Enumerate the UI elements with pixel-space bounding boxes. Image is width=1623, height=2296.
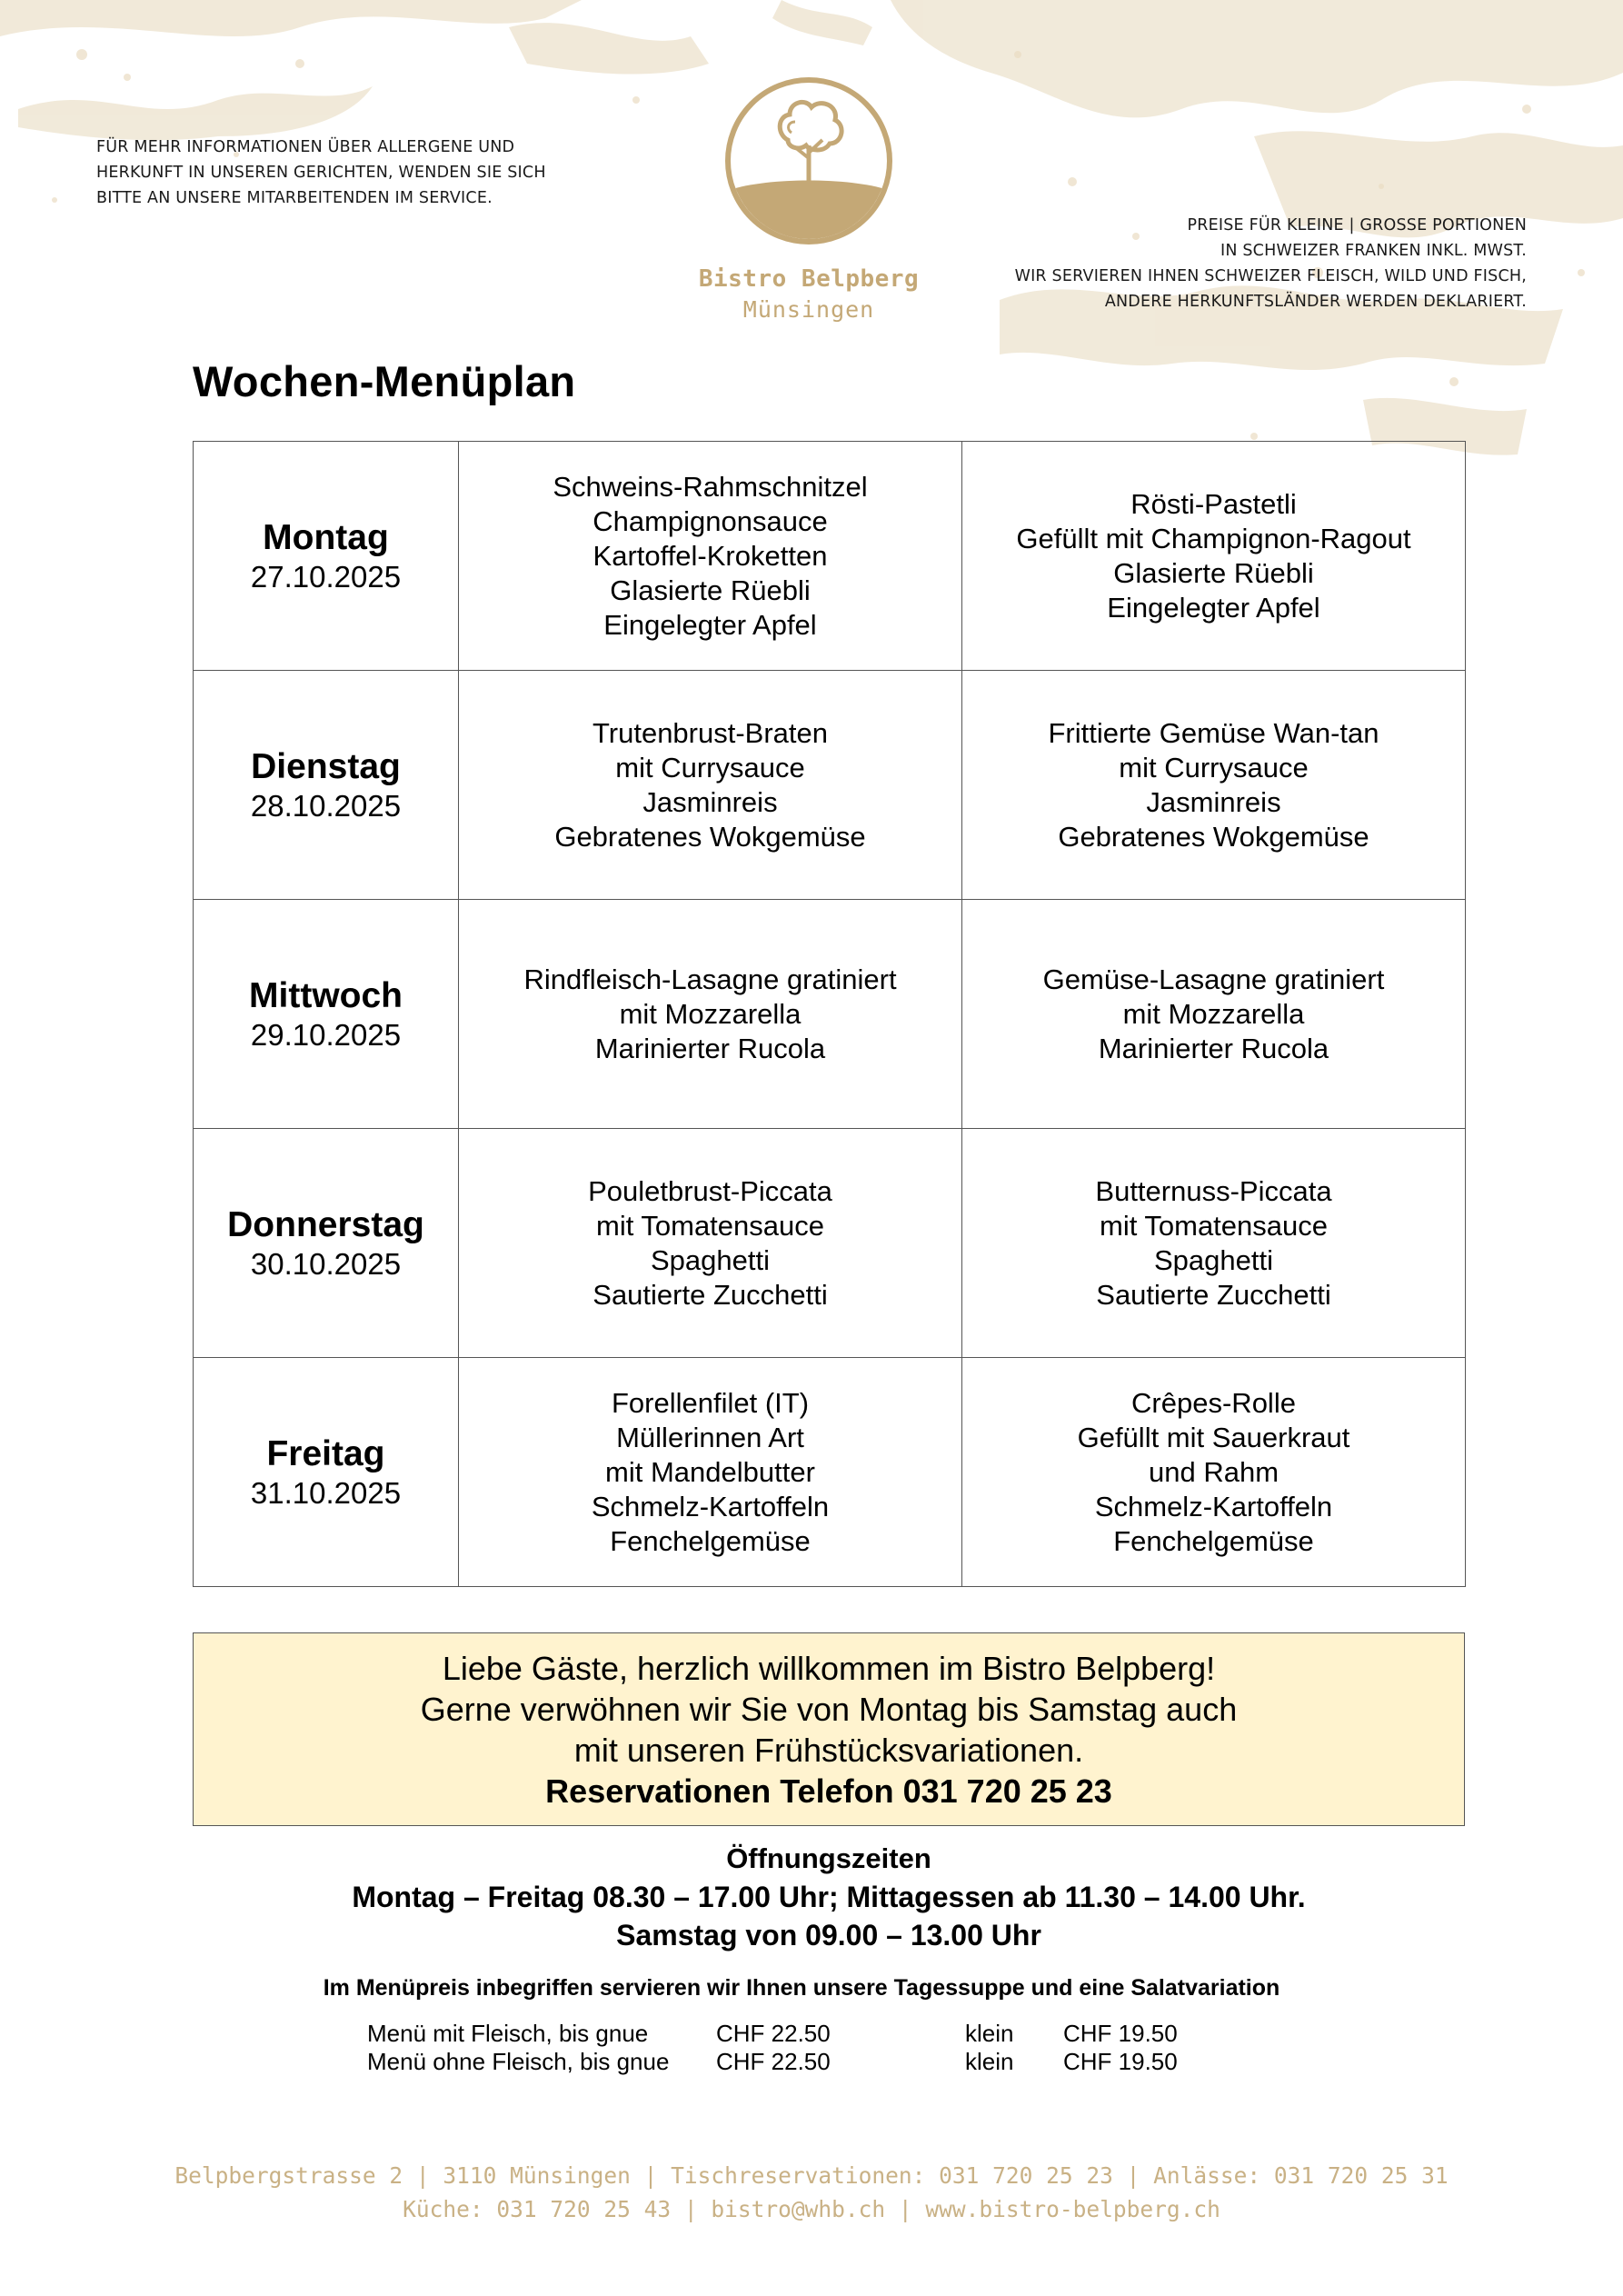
- opening-hours: [193, 1840, 1465, 1954]
- day-cell: [194, 1129, 459, 1358]
- dish-line: Pouletbrust-Piccata: [588, 1174, 832, 1207]
- dish-line: Glasierte Rüebli: [610, 574, 811, 606]
- dish-line: Marinierter Rucola: [594, 1032, 826, 1064]
- dish-line: Schweins-Rahmschnitzel: [553, 470, 868, 503]
- price-row: [367, 2020, 1276, 2048]
- day-cell: [194, 1358, 459, 1587]
- meat-menu-cell: [459, 1129, 962, 1358]
- vegetarian-menu-cell: [962, 1358, 1466, 1587]
- meat-menu-cell: [459, 1358, 962, 1587]
- included-note: Im Menüpreis inbegriffen servieren wir Ihnen unsere Tagessuppe und eine Salatvariation: [323, 1975, 1280, 2001]
- price-list: [367, 2020, 1276, 2076]
- day-date: 27.10.2025: [250, 559, 402, 594]
- menu-row: [194, 442, 1466, 671]
- dish-line: Schmelz-Kartoffeln: [591, 1490, 830, 1522]
- day-cell: [194, 900, 459, 1129]
- day-name: Donnerstag: [227, 1204, 424, 1244]
- dish-line: und Rahm: [1148, 1455, 1279, 1488]
- dish-line: Jasminreis: [642, 785, 778, 818]
- small-portion-price: CHF 19.50: [1063, 2020, 1178, 2047]
- day-name: Montag: [263, 517, 389, 557]
- meat-menu-cell: [459, 442, 962, 671]
- dish-line: Gemüse-Lasagne gratiniert: [1042, 963, 1385, 995]
- dish-line: Schmelz-Kartoffeln: [1094, 1490, 1333, 1522]
- dish-line: Gefüllt mit Sauerkraut: [1077, 1421, 1350, 1453]
- opening-hours-saturday: Samstag von 09.00 – 13.00 Uhr: [616, 1919, 1041, 1952]
- price-label: Menü mit Fleisch, bis gnue: [367, 2020, 649, 2047]
- dish-line: Eingelegter Apfel: [1107, 591, 1320, 624]
- price-note-line: IN SCHWEIZER FRANKEN INKL. MWST.: [1220, 242, 1527, 260]
- page-title: Wochen-Menüplan: [193, 357, 576, 405]
- reservation-phone: Reservationen Telefon 031 720 25 23: [545, 1772, 1112, 1810]
- tree-on-hill-logo: [722, 75, 895, 247]
- dish-line: mit Currysauce: [615, 751, 805, 784]
- dish-line: Eingelegter Apfel: [603, 608, 817, 641]
- weekly-menu-table: [193, 441, 1466, 1587]
- dish-line: Marinierter Rucola: [1098, 1032, 1329, 1064]
- dish-line: mit Mozzarella: [619, 997, 802, 1030]
- dish-line: Glasierte Rüebli: [1113, 556, 1314, 589]
- dish-line: Sautierte Zucchetti: [592, 1278, 828, 1311]
- day-cell: [194, 442, 459, 671]
- price-row: [367, 2048, 1276, 2076]
- vegetarian-menu-cell: [962, 671, 1466, 900]
- dish-line: mit Tomatensauce: [1100, 1209, 1328, 1242]
- dish-line: Sautierte Zucchetti: [1096, 1278, 1331, 1311]
- dish-line: Frittierte Gemüse Wan-tan: [1048, 716, 1379, 749]
- meat-menu-cell: [459, 671, 962, 900]
- day-date: 28.10.2025: [250, 788, 402, 823]
- allergen-note-line: HERKUNFT IN UNSEREN GERICHTEN, WENDEN SIE SICH: [96, 164, 546, 182]
- welcome-box: [193, 1632, 1465, 1826]
- dish-line: Müllerinnen Art: [616, 1421, 804, 1453]
- welcome-line: Gerne verwöhnen wir Sie von Montag bis Samstag auch: [420, 1691, 1238, 1728]
- small-portion-label: klein: [965, 2048, 1014, 2075]
- opening-hours-title: Öffnungszeiten: [726, 1842, 931, 1874]
- dish-line: Fenchelgemüse: [610, 1524, 811, 1557]
- dish-line: Forellenfilet (IT): [611, 1386, 810, 1419]
- menu-row: [194, 900, 1466, 1129]
- dish-line: Butternuss-Piccata: [1095, 1174, 1332, 1207]
- vegetarian-menu-cell: [962, 900, 1466, 1129]
- vegetarian-menu-cell: [962, 1129, 1466, 1358]
- dish-line: Kartoffel-Kroketten: [592, 539, 828, 572]
- dish-line: mit Currysauce: [1119, 751, 1309, 784]
- dish-line: Trutenbrust-Braten: [592, 716, 829, 749]
- footer: [0, 2159, 1623, 2226]
- dish-line: Champignonsauce: [592, 504, 828, 537]
- dish-line: Gebratenes Wokgemüse: [1058, 820, 1369, 853]
- day-name: Freitag: [266, 1433, 385, 1473]
- price-note-line: ANDERE HERKUNFTSLÄNDER WERDEN DEKLARIERT.: [1104, 293, 1527, 311]
- price-note-line: WIR SERVIEREN IHNEN SCHWEIZER FLEISCH, WILD UND FISCH,: [1014, 267, 1527, 285]
- brand-name: Bistro Belpberg: [698, 265, 920, 293]
- dish-line: Rösti-Pastetli: [1130, 487, 1297, 520]
- allergen-note: [96, 135, 605, 211]
- menu-row: [194, 1358, 1466, 1587]
- dish-line: Rindfleisch-Lasagne gratiniert: [523, 963, 897, 995]
- welcome-line: Liebe Gäste, herzlich willkommen im Bistro Belpberg!: [442, 1650, 1216, 1687]
- footer-contact: Küche: 031 720 25 43 | bistro@whb.ch | www.bistro-belpberg.ch: [403, 2196, 1220, 2222]
- vegetarian-menu-cell: [962, 442, 1466, 671]
- price-value: CHF 22.50: [716, 2048, 831, 2075]
- dish-line: Crêpes-Rolle: [1131, 1386, 1296, 1419]
- dish-line: mit Tomatensauce: [596, 1209, 824, 1242]
- day-name: Dienstag: [251, 746, 401, 786]
- price-value: CHF 22.50: [716, 2020, 831, 2047]
- welcome-line: mit unseren Frühstücksvariationen.: [573, 1732, 1084, 1769]
- price-label: Menü ohne Fleisch, bis gnue: [367, 2048, 670, 2075]
- menu-row: [194, 671, 1466, 900]
- footer-address: Belpbergstrasse 2 | 3110 Münsingen | Tischreservationen: 031 720 25 23 | Anlässe: 031 720 25 31: [174, 2162, 1449, 2189]
- price-note-line: PREISE FÜR KLEINE | GROSSE PORTIONEN: [1187, 216, 1527, 235]
- dish-line: Gefüllt mit Champignon-Ragout: [1016, 522, 1411, 554]
- dish-line: Spaghetti: [651, 1243, 770, 1276]
- day-date: 30.10.2025: [250, 1246, 402, 1281]
- opening-hours-weekdays: Montag – Freitag 08.30 – 17.00 Uhr; Mittagessen ab 11.30 – 14.00 Uhr.: [352, 1881, 1306, 1913]
- allergen-note-line: BITTE AN UNSERE MITARBEITENDEN IM SERVICE.: [96, 189, 493, 207]
- dish-line: Gebratenes Wokgemüse: [554, 820, 866, 853]
- day-date: 31.10.2025: [250, 1475, 402, 1510]
- dish-line: Jasminreis: [1146, 785, 1281, 818]
- small-portion-price: CHF 19.50: [1063, 2048, 1178, 2075]
- price-note: [872, 213, 1527, 314]
- dish-line: mit Mandelbutter: [605, 1455, 815, 1488]
- dish-line: Fenchelgemüse: [1113, 1524, 1314, 1557]
- allergen-note-line: FÜR MEHR INFORMATIONEN ÜBER ALLERGENE UND: [96, 138, 515, 156]
- menu-row: [194, 1129, 1466, 1358]
- day-cell: [194, 671, 459, 900]
- day-name: Mittwoch: [249, 975, 403, 1015]
- dish-line: Spaghetti: [1154, 1243, 1273, 1276]
- brand-location: Münsingen: [742, 296, 875, 323]
- meat-menu-cell: [459, 900, 962, 1129]
- dish-line: mit Mozzarella: [1122, 997, 1305, 1030]
- day-date: 29.10.2025: [250, 1017, 402, 1052]
- small-portion-label: klein: [965, 2020, 1014, 2047]
